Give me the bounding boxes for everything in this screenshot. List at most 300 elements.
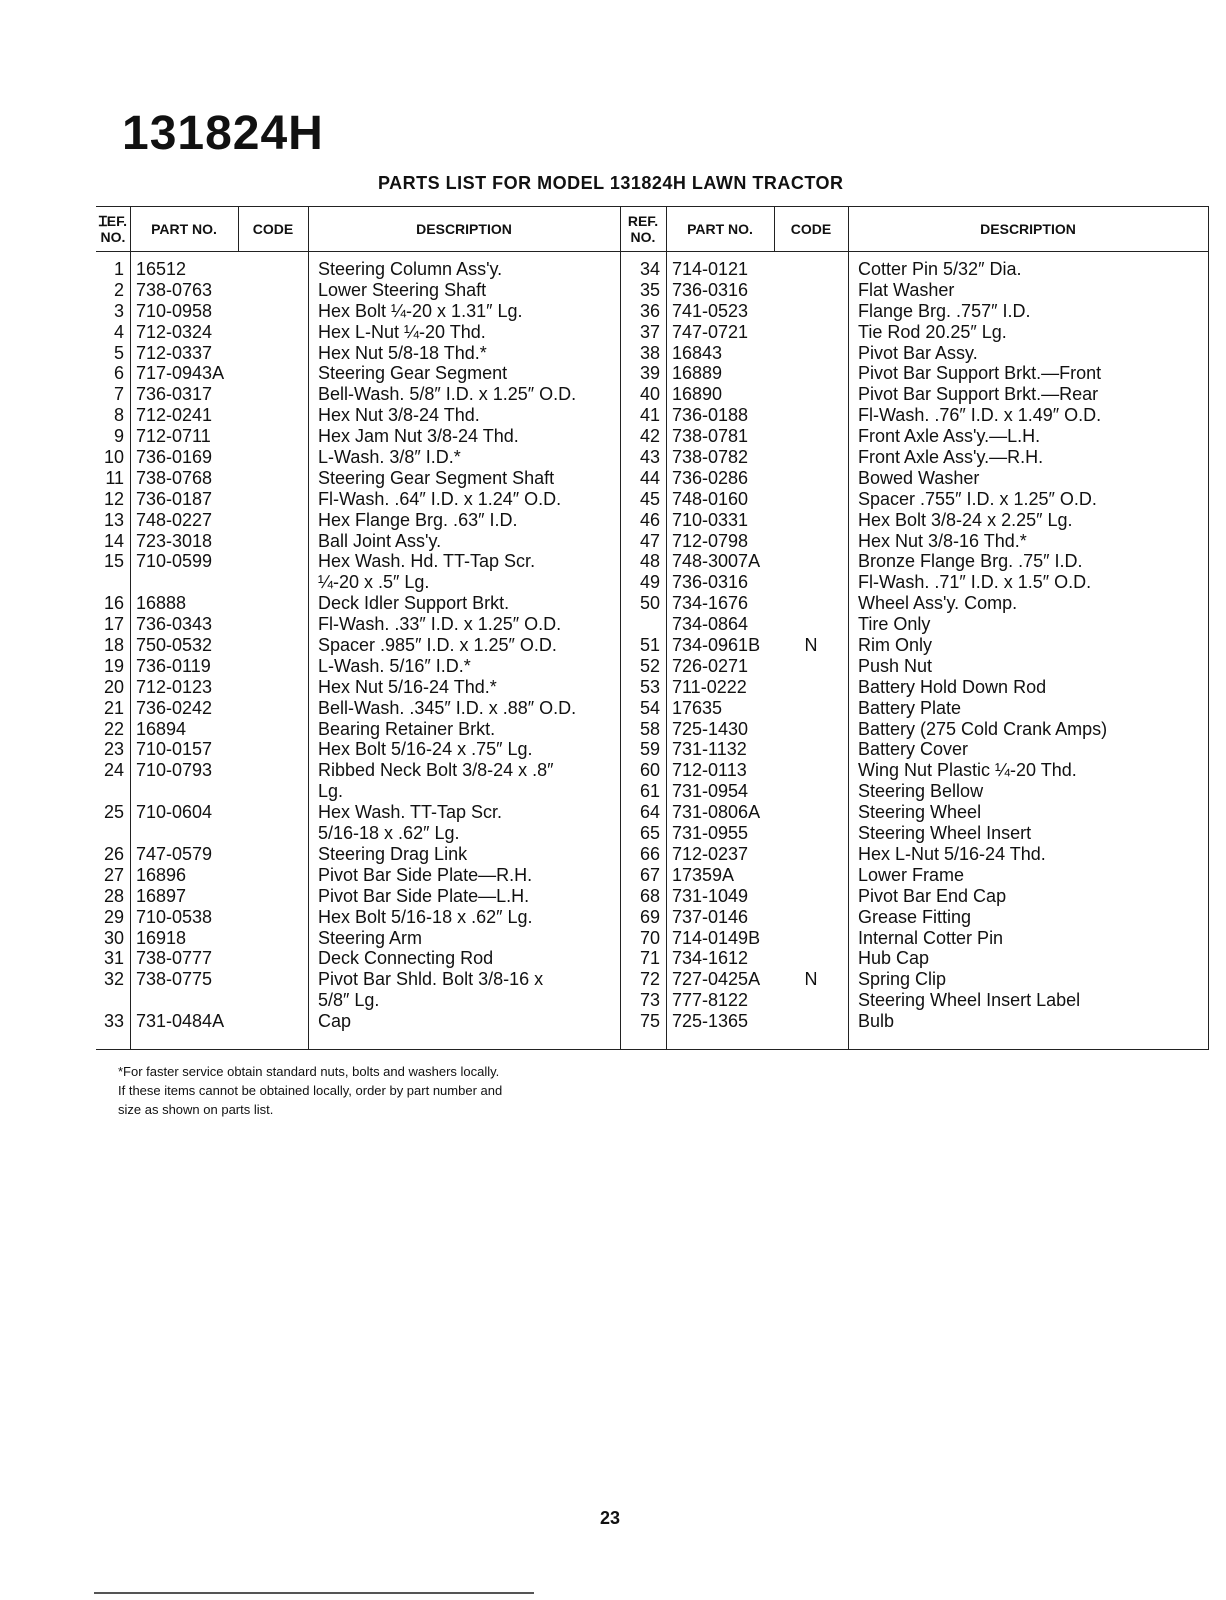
code-value [774,844,848,865]
part-number: 711-0222 [672,676,747,697]
part-number: 747-0721 [672,321,749,342]
header-description-left: DESCRIPTION [416,221,512,237]
description: Cotter Pin 5/32″ Dia. [858,259,1022,279]
ref-number: 7 [113,384,124,405]
code-value [238,760,308,781]
parts-table [96,206,1209,1050]
code-value [238,405,308,426]
ref-number: 18 [103,635,124,656]
table-row [96,823,620,844]
part-number: 17635 [672,697,723,718]
part-number: 747-0579 [136,843,213,864]
ref-number: 61 [639,781,660,802]
ref-number: 3 [113,300,124,321]
part-number: 16889 [672,363,723,384]
table-row [620,990,1208,1011]
part-number [130,572,238,593]
table-row [96,280,620,301]
ref-number: 32 [103,969,124,990]
table-row [96,343,620,364]
description: Hex L-Nut ¼-20 Thd. [318,321,486,342]
description: Push Nut [858,655,933,676]
ref-number: 22 [103,718,124,739]
code-value [774,719,848,740]
table-row [620,468,1208,489]
code-value [238,635,308,656]
code-value [774,781,848,802]
part-number: 710-0599 [136,551,213,572]
part-number: 725-1430 [672,718,749,739]
header-part-right: PART NO. [687,221,753,237]
table-row [620,844,1208,865]
code-value [774,739,848,760]
part-number: 736-0188 [672,405,749,426]
ref-number: 71 [639,948,660,969]
description: Pivot Bar Support Brkt.—Front [858,363,1102,384]
ref-number: 27 [103,864,124,885]
description: Battery Plate [858,697,962,718]
part-number: 748-0160 [672,488,749,509]
ref-number: 9 [113,426,124,447]
description: Cap [318,1011,352,1032]
ref-number: 49 [639,572,660,593]
code-value [238,990,308,1011]
ref-number: 37 [639,321,660,342]
code-value [238,677,308,698]
description: Battery (275 Cold Crank Amps) [858,718,1108,739]
description: Steering Wheel Insert [858,823,1032,844]
table-row [96,739,620,760]
table-row [96,405,620,426]
part-number: 712-0324 [136,321,213,342]
table-row [96,719,620,740]
part-number: 731-0954 [672,781,749,802]
code-value [238,1011,308,1032]
part-number: 741-0523 [672,300,749,321]
part-number: 736-0169 [136,447,213,468]
ref-number: 28 [103,885,124,906]
code-value [238,823,308,844]
code-value [238,343,308,364]
table-row [96,656,620,677]
table-row [96,259,620,280]
table-row [96,886,620,907]
table-row [96,969,620,990]
code-value [774,301,848,322]
description: L-Wash. 5/16″ I.D.* [318,655,471,676]
ref-number: 72 [639,969,660,990]
description: Pivot Bar Side Plate—L.H. [318,885,530,906]
code-value [774,760,848,781]
code-value [774,280,848,301]
code-value [774,614,848,635]
table-row [96,948,620,969]
code-value [238,969,308,990]
left-parts-list [96,259,620,1032]
table-row [96,572,620,593]
table-row [620,363,1208,384]
code-value [774,405,848,426]
table-row [620,301,1208,322]
header-description-right: DESCRIPTION [980,221,1076,237]
part-number: 736-0316 [672,279,749,300]
description: Pivot Bar Assy. [858,342,978,363]
ref-number: 65 [639,823,660,844]
code-value [774,990,848,1011]
description: Steering Wheel Insert Label [858,990,1081,1011]
description: Hex Nut 3/8-24 Thd. [318,405,480,426]
part-number: 712-0123 [136,676,213,697]
description: Tie Rod 20.25″ Lg. [858,321,1007,342]
footnote-line: *For faster service obtain standard nuts, bolts and washers locally. [118,1064,500,1079]
ref-number [96,572,130,593]
ref-number: 69 [639,906,660,927]
description: Fl-Wash. .64″ I.D. x 1.24″ O.D. [318,488,562,509]
table-row [620,948,1208,969]
table-row [620,656,1208,677]
code-value [774,593,848,614]
part-number: 736-0343 [136,614,213,635]
part-number: 712-0337 [136,342,213,363]
table-row [96,614,620,635]
ref-number: 66 [639,843,660,864]
code-value [238,510,308,531]
table-row [620,907,1208,928]
ref-number: 59 [639,739,660,760]
table-row [96,865,620,886]
table-row [620,259,1208,280]
ref-number: 33 [103,1011,124,1032]
code-value [238,489,308,510]
ref-number: 34 [639,259,660,279]
part-number: 16890 [672,384,723,405]
part-number: 712-0237 [672,843,749,864]
parts-list-title: PARTS LIST FOR MODEL 131824H LAWN TRACTOR [378,173,844,193]
table-row [620,865,1208,886]
code-value [238,551,308,572]
code-value [774,802,848,823]
ref-number: 12 [103,488,124,509]
ref-number: 46 [639,509,660,530]
part-number: 717-0943A [136,363,225,384]
ref-number: 2 [113,279,124,300]
description: L-Wash. 3/8″ I.D.* [318,447,461,468]
part-number: 16894 [136,718,187,739]
code-value [774,865,848,886]
code-value: N [804,969,818,990]
description: Hex Bolt 5/16-18 x .62″ Lg. [318,906,533,927]
table-row [620,447,1208,468]
description: Lower Frame [858,864,965,885]
ref-number: 19 [103,655,124,676]
ref-number: 26 [103,843,124,864]
ref-number: 29 [103,906,124,927]
description: Tire Only [858,614,931,635]
ref-number: 23 [103,739,124,760]
code-value [774,656,848,677]
description: 5/8″ Lg. [318,990,380,1011]
code-value [774,468,848,489]
part-number: 725-1365 [672,1011,749,1032]
description: Wheel Ass'y. Comp. [858,593,1018,614]
code-value [238,280,308,301]
code-value [774,698,848,719]
ref-number: 16 [103,593,124,614]
code-value [774,489,848,510]
header-part-left: PART NO. [151,221,217,237]
description: Hex Flange Brg. .63″ I.D. [318,509,518,530]
description: ¼-20 x .5″ Lg. [318,572,430,593]
table-row [620,510,1208,531]
code-value [238,614,308,635]
table-row [96,677,620,698]
part-number: 710-0793 [136,760,213,781]
description: Bowed Washer [858,467,980,488]
ref-number [620,614,666,635]
code-value [774,677,848,698]
table-row [96,802,620,823]
table-row [96,489,620,510]
part-number: 710-0958 [136,300,213,321]
ref-number: 17 [103,614,124,635]
description: Hex Nut 5/8-18 Thd.* [318,342,487,363]
ref-number: 10 [103,447,124,468]
description: Battery Cover [858,739,969,760]
table-row [96,447,620,468]
table-row [620,280,1208,301]
ref-number [96,781,130,802]
code-value [238,426,308,447]
table-row [96,635,620,656]
code-value [774,322,848,343]
code-value [774,886,848,907]
part-number: 737-0146 [672,906,749,927]
table-row [620,426,1208,447]
code-value [238,886,308,907]
footnote [118,1062,502,1119]
ref-number: 24 [103,760,124,781]
code-value [238,928,308,949]
description: Flange Brg. .757″ I.D. [858,300,1031,321]
model-number: 131824H [122,107,324,160]
ref-number: 42 [639,426,660,447]
description: Pivot Bar Side Plate—R.H. [318,864,533,885]
footnote-line: size as shown on parts list. [118,1102,274,1117]
code-value [238,301,308,322]
table-row [620,1011,1208,1032]
description: Flat Washer [858,279,955,300]
description: Spring Clip [858,969,947,990]
ref-number: 60 [639,760,660,781]
ref-number: 58 [639,718,660,739]
ref-number: 21 [103,697,124,718]
part-number: 736-0317 [136,384,213,405]
description: Wing Nut Plastic ¼-20 Thd. [858,760,1077,781]
header-ref-left: ꞮEF. NO. [98,213,127,245]
part-number: 736-0187 [136,488,213,509]
code-value [238,865,308,886]
part-number: 736-0286 [672,467,749,488]
code-value [238,781,308,802]
ref-number: 40 [639,384,660,405]
part-number [130,781,238,802]
ref-number: 20 [103,676,124,697]
description: Lower Steering Shaft [318,279,487,300]
ref-number: 53 [639,676,660,697]
table-row [620,823,1208,844]
code-value [238,468,308,489]
table-row [96,426,620,447]
code-value [774,948,848,969]
description: Ribbed Neck Bolt 3/8-24 x .8″ [318,760,554,781]
part-number: 723-3018 [136,530,213,551]
ref-number: 75 [639,1011,660,1032]
ref-number: 13 [103,509,124,530]
code-value [238,572,308,593]
part-number: 731-0806A [672,802,761,823]
code-value: N [804,635,818,656]
description: Steering Wheel [858,802,982,823]
table-row [620,593,1208,614]
table-row [96,1011,620,1032]
part-number: 710-0157 [136,739,213,760]
description: Steering Gear Segment Shaft [318,467,555,488]
description: Fl-Wash. .71″ I.D. x 1.5″ O.D. [858,572,1092,593]
page-number: 23 [600,1508,621,1528]
ref-number: 14 [103,530,124,551]
code-value [774,510,848,531]
ref-number: 54 [639,697,660,718]
ref-number: 44 [639,467,660,488]
table-row [96,698,620,719]
code-value [774,363,848,384]
part-number: 714-0149B [672,927,761,948]
description: Steering Drag Link [318,843,468,864]
description: Front Axle Ass'y.—R.H. [858,447,1044,468]
code-value [774,551,848,572]
table-row [620,322,1208,343]
ref-number: 36 [639,300,660,321]
description: Lg. [318,781,344,802]
part-number: 16843 [672,342,723,363]
ref-number: 5 [113,342,124,363]
code-value [238,802,308,823]
part-number: 748-3007A [672,551,761,572]
footnote-line: If these items cannot be obtained locally, order by part number and [118,1083,503,1098]
description: Bell-Wash. .345″ I.D. x .88″ O.D. [318,697,577,718]
part-number: 714-0121 [672,259,749,279]
description: Spacer .755″ I.D. x 1.25″ O.D. [858,488,1097,509]
header-divider [96,251,1208,252]
ref-number [96,990,130,1011]
part-number: 731-0484A [136,1011,225,1032]
part-number: 736-0119 [136,655,211,676]
ref-number: 45 [639,488,660,509]
part-number: 731-1132 [672,739,747,760]
description: Internal Cotter Pin [858,927,1004,948]
part-number: 731-1049 [672,885,749,906]
description: Steering Column Ass'y. [318,259,503,279]
description: Hub Cap [858,948,930,969]
part-number: 16512 [136,259,187,279]
code-value [238,907,308,928]
ref-number: 15 [103,551,124,572]
description: Bearing Retainer Brkt. [318,718,496,739]
table-row [96,551,620,572]
code-value [774,343,848,364]
description: Bell-Wash. 5/8″ I.D. x 1.25″ O.D. [318,384,577,405]
code-value [238,447,308,468]
part-number: 736-0316 [672,572,749,593]
part-number: 726-0271 [672,655,749,676]
part-number: 712-0711 [136,426,211,447]
code-value [774,531,848,552]
description: Ball Joint Ass'y. [318,530,442,551]
part-number: 734-1676 [672,593,749,614]
code-value [238,739,308,760]
header-ref-right: REF. NO. [627,213,659,245]
part-number: 17359A [672,864,735,885]
table-row [620,760,1208,781]
code-value [238,844,308,865]
description: Hex Jam Nut 3/8-24 Thd. [318,426,519,447]
ref-number: 1 [113,259,124,279]
part-number: 750-0532 [136,635,213,656]
table-row [96,468,620,489]
code-value [774,1011,848,1032]
part-number: 712-0113 [672,760,747,781]
code-value [238,363,308,384]
table-row [620,614,1208,635]
description: Hex Nut 5/16-24 Thd.* [318,676,497,697]
code-value [238,698,308,719]
table-row [96,510,620,531]
table-row [96,928,620,949]
ref-number: 4 [113,321,124,342]
ref-number: 52 [639,655,660,676]
table-row [96,363,620,384]
header-code-left: CODE [252,221,294,237]
part-number [130,990,238,1011]
code-value [238,948,308,969]
ref-number: 11 [105,467,124,488]
ref-number: 70 [639,927,660,948]
part-number: 734-0961B [672,635,761,656]
ref-number: 64 [639,802,660,823]
part-number: 710-0604 [136,802,213,823]
description: Deck Connecting Rod [318,948,494,969]
table-row [620,928,1208,949]
part-number [130,823,238,844]
table-row [620,677,1208,698]
ref-number: 68 [639,885,660,906]
header-code-right: CODE [790,221,832,237]
ref-number: 38 [639,342,660,363]
table-row [96,990,620,1011]
table-row [96,781,620,802]
part-number: 710-0538 [136,906,213,927]
description: Hex L-Nut 5/16-24 Thd. [858,843,1046,864]
code-value [774,259,848,280]
ref-number: 67 [639,864,660,885]
description: Spacer .985″ I.D. x 1.25″ O.D. [318,635,557,656]
part-number: 16896 [136,864,187,885]
part-number: 748-0227 [136,509,213,530]
ref-number: 51 [639,635,660,656]
description: Hex Bolt 5/16-24 x .75″ Lg. [318,739,533,760]
part-number: 710-0331 [672,509,749,530]
part-number: 738-0782 [672,447,749,468]
